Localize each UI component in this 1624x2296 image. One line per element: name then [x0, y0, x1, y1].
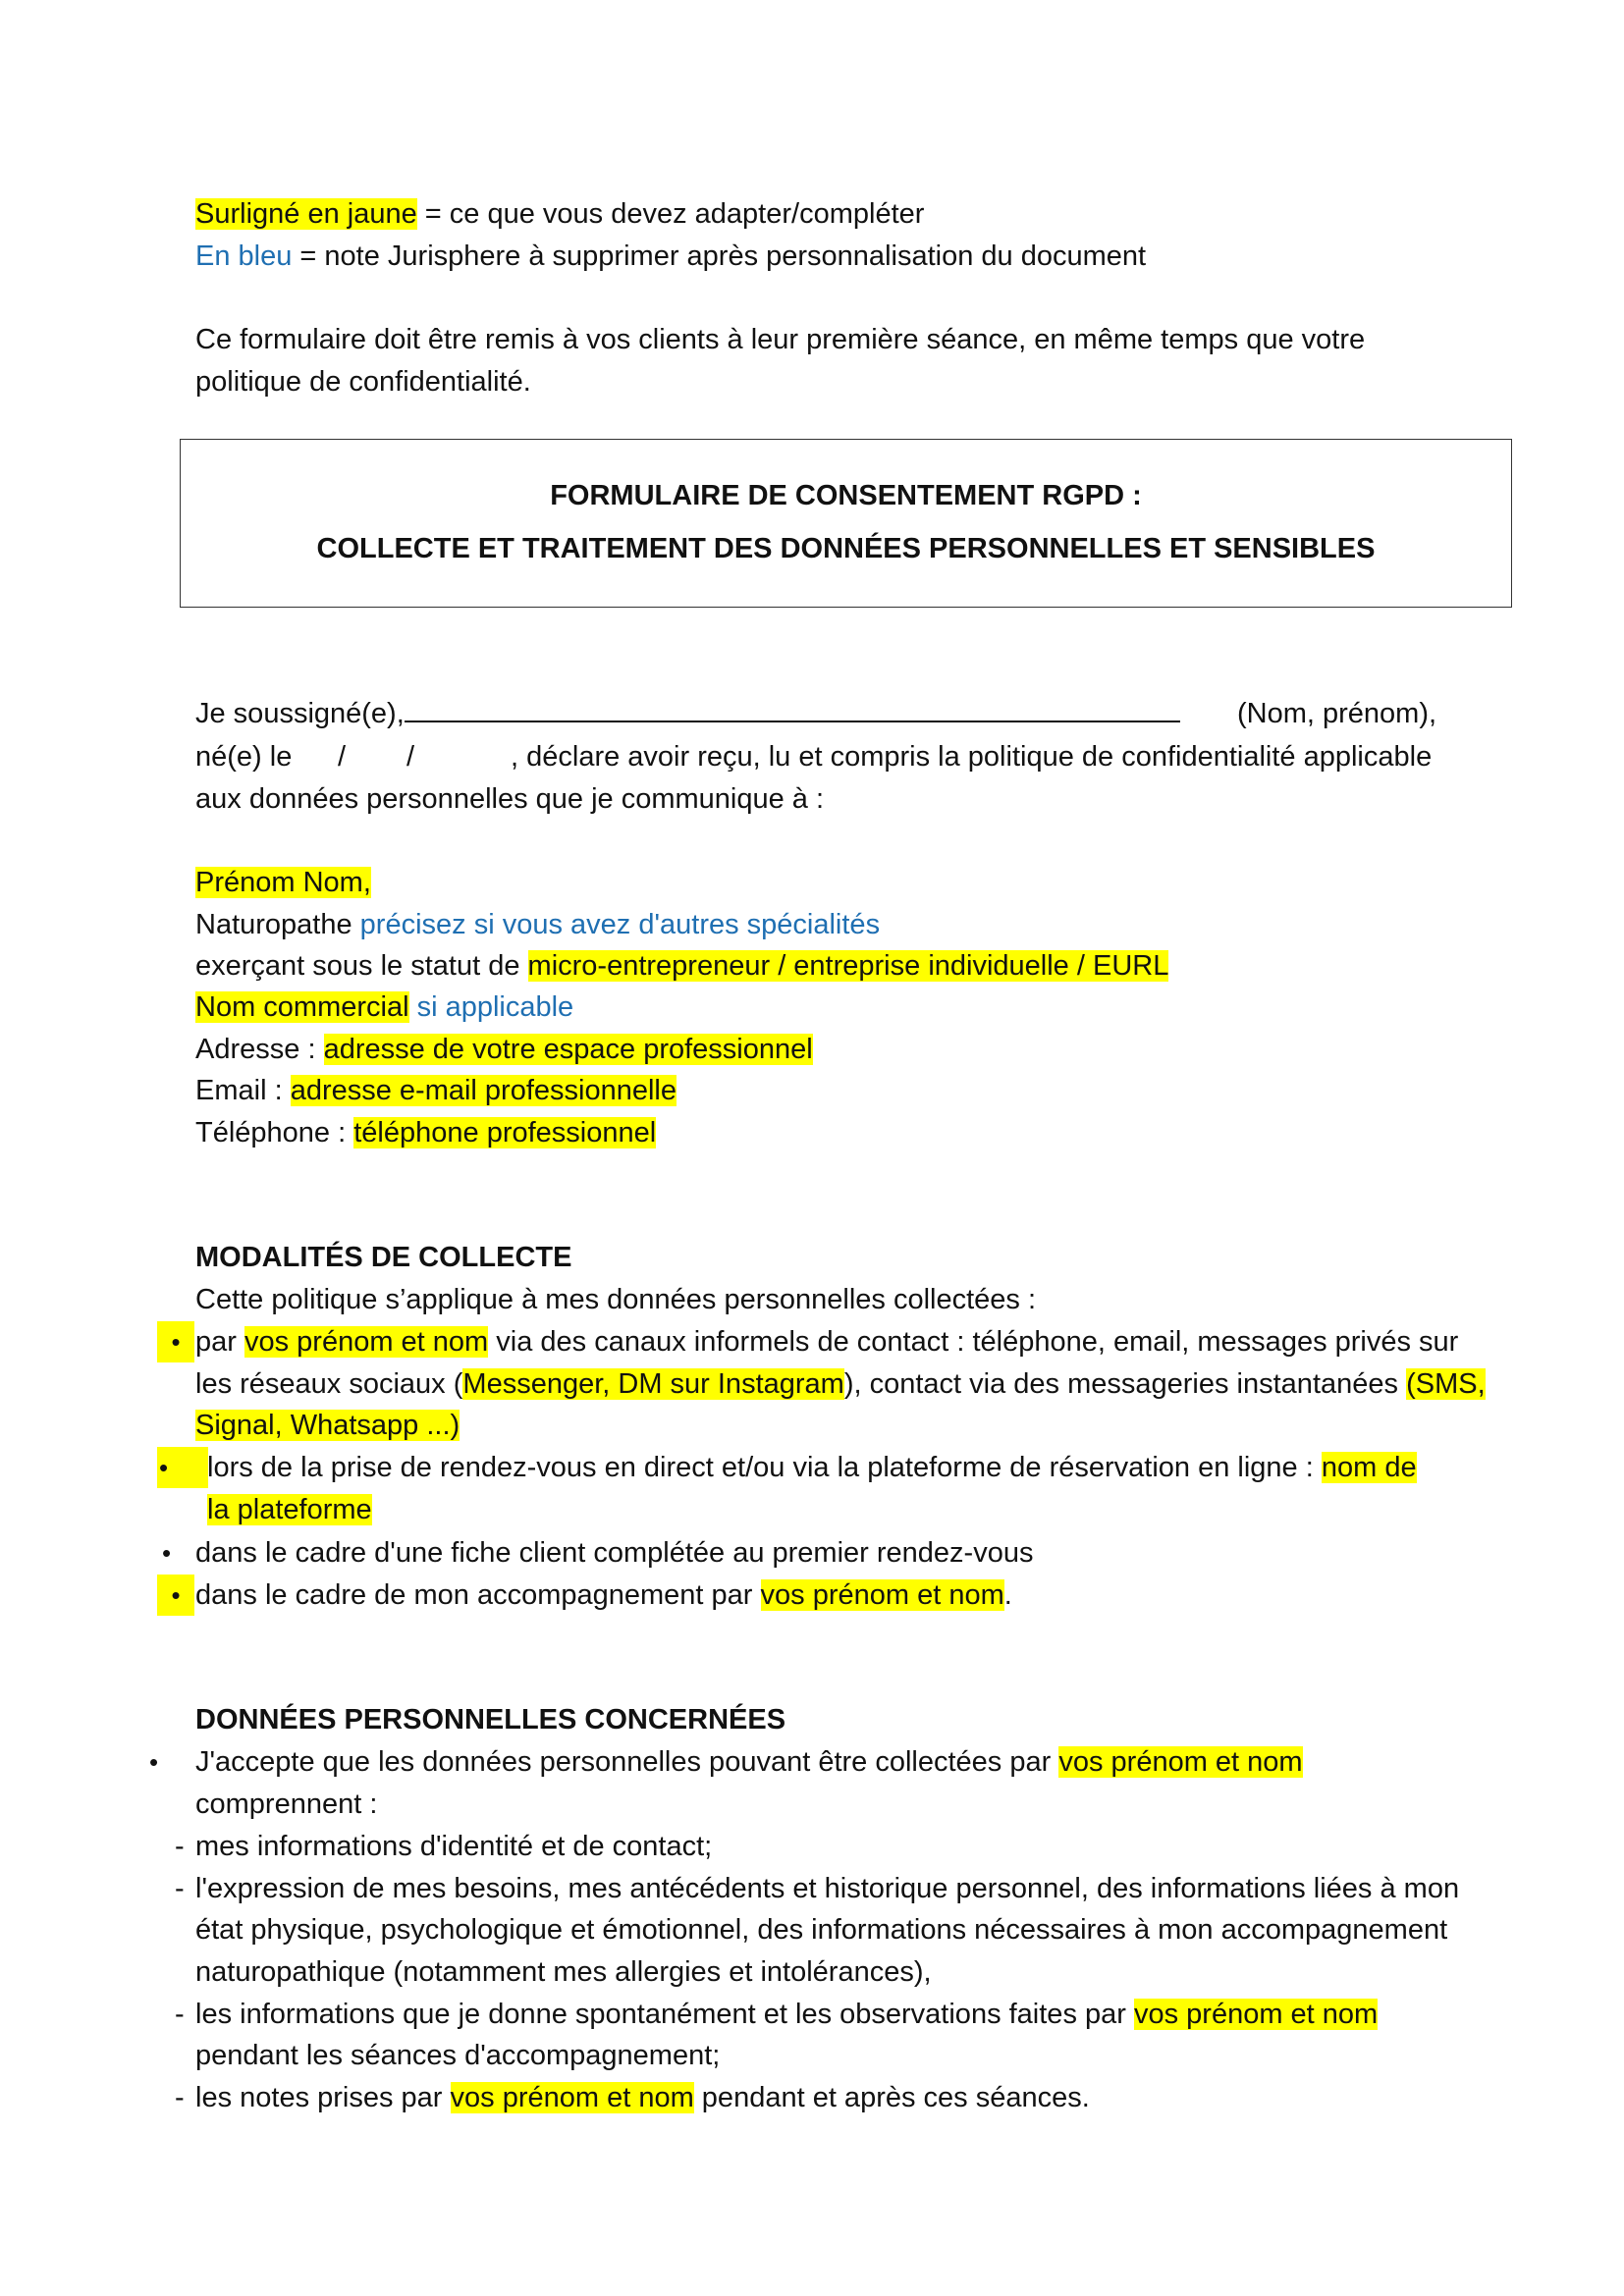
- status-value: micro-entrepreneur / entreprise individuelle / EURL: [527, 950, 1169, 982]
- practitioner-commercial: [195, 987, 573, 1028]
- collecte-bullet-2-line-2: [207, 1489, 372, 1530]
- legend-blue-text: = note Jurisphere à supprimer après personnalisation du document: [292, 240, 1147, 272]
- bullet-icon: •: [162, 1538, 172, 1568]
- donnees-dash-1: mes informations d'identité et de contact;: [195, 1831, 713, 1862]
- donnees-heading: DONNÉES PERSONNELLES CONCERNÉES: [195, 1704, 786, 1735]
- donnees-bullet-1-line-2: comprennent :: [195, 1789, 378, 1820]
- practitioner-status: [195, 945, 1168, 987]
- collecte-b1-text: par: [195, 1326, 244, 1358]
- donnees-dash-4: [195, 2077, 1090, 2118]
- legend-yellow: [195, 193, 924, 235]
- donnees-d3-text: les informations que je donne spontanément et les observations faites par: [195, 1999, 1134, 2030]
- address-value: adresse de votre espace professionnel: [323, 1034, 813, 1065]
- status-prefix: exerçant sous le statut de: [195, 950, 528, 982]
- collecte-bullet-3: dans le cadre d'une fiche client complétée au premier rendez-vous: [195, 1537, 1034, 1569]
- bullet-icon: •: [157, 1447, 208, 1488]
- dash-marker: -: [175, 1831, 185, 1862]
- donnees-dash-2-line-3: naturopathique (notamment mes allergies et intolérances),: [195, 1956, 932, 1988]
- donnees-d4-highlight: vos prénom et nom: [450, 2082, 694, 2113]
- dash-marker: -: [175, 2082, 185, 2113]
- declaration-line-1: [195, 693, 1180, 734]
- nom-prenom-label: (Nom, prénom),: [1237, 698, 1437, 729]
- collecte-bullet-1-line-3: [195, 1405, 460, 1446]
- commercial-label: Nom commercial: [195, 991, 409, 1023]
- donnees-d4-text: les notes prises par: [195, 2082, 451, 2113]
- donnees-dash-3-line-2: pendant les séances d'accompagnement;: [195, 2040, 721, 2071]
- practitioner-profession: [195, 904, 880, 945]
- declaration-rest: , déclare avoir reçu, lu et compris la politique de confidentialité applicable: [511, 741, 1433, 773]
- intro-line-1: Ce formulaire doit être remis à vos clients à leur première séance, en même temps que votre: [195, 324, 1366, 355]
- email-value: adresse e-mail professionnelle: [290, 1075, 677, 1106]
- legend-blue-label: En bleu: [195, 240, 293, 272]
- collecte-intro: Cette politique s’applique à mes données personnelles collectées :: [195, 1284, 1037, 1315]
- bullet-icon: •: [157, 1575, 194, 1616]
- donnees-b1-text: J'accepte que les données personnelles pouvant être collectées par: [195, 1746, 1059, 1778]
- donnees-dash-2-line-1: l'expression de mes besoins, mes antécédents et historique personnel, des informations liées à mon: [195, 1873, 1460, 1904]
- donnees-d4-text-2: pendant et après ces séances.: [693, 2082, 1090, 2113]
- collecte-b1-highlight-2: Messenger, DM sur Instagram: [462, 1368, 844, 1400]
- collecte-bullet-1-line-2: [195, 1363, 1486, 1405]
- donnees-bullet-1-line-1: [195, 1741, 1303, 1783]
- bullet-icon: •: [149, 1747, 159, 1777]
- collecte-b2-highlight: nom de: [1321, 1452, 1417, 1483]
- practitioner-name: [195, 862, 371, 903]
- collecte-b1-highlight: vos prénom et nom: [244, 1326, 489, 1358]
- dash-marker: -: [175, 1999, 185, 2030]
- collecte-bullet-2-line-1: [207, 1447, 1417, 1488]
- collecte-bullet-4: [195, 1575, 1012, 1616]
- dash-marker: -: [175, 1873, 185, 1904]
- practitioner-email: [195, 1070, 677, 1111]
- practitioner-name-value: Prénom Nom,: [195, 867, 371, 898]
- declaration-line-3: aux données personnelles que je communique à :: [195, 783, 825, 815]
- address-label: Adresse :: [195, 1034, 324, 1065]
- phone-label: Téléphone :: [195, 1117, 354, 1148]
- collecte-b1-highlight-4: Signal, Whatsapp ...): [195, 1410, 460, 1441]
- bullet-icon: •: [157, 1321, 194, 1362]
- legend-yellow-text: = ce que vous devez adapter/compléter: [416, 198, 925, 230]
- practitioner-phone: [195, 1112, 656, 1153]
- commercial-note: si applicable: [408, 991, 574, 1023]
- donnees-dash-3-line-1: [195, 1994, 1378, 2035]
- name-blank-line: [405, 693, 1180, 722]
- birthdate-label: né(e) le: [195, 741, 293, 773]
- phone-value: téléphone professionnel: [353, 1117, 657, 1148]
- collecte-b1-highlight-3: (SMS,: [1406, 1368, 1486, 1400]
- collecte-b2-highlight-2: la plateforme: [207, 1494, 372, 1525]
- collecte-b4-text-2: .: [1003, 1579, 1012, 1611]
- legend-yellow-label: Surligné en jaune: [195, 198, 417, 230]
- title-line-2: COLLECTE ET TRAITEMENT DES DONNÉES PERSONNELLES ET SENSIBLES: [316, 533, 1376, 564]
- intro-line-2: politique de confidentialité.: [195, 366, 531, 398]
- profession-label: Naturopathe: [195, 909, 360, 940]
- collecte-b1-text-3: les réseaux sociaux (: [195, 1368, 463, 1400]
- title-box: [180, 439, 1512, 608]
- soussigne-label: Je soussigné(e),: [195, 698, 405, 729]
- date-slash-2: /: [406, 741, 415, 773]
- collecte-b2-text: lors de la prise de rendez-vous en direct et/ou via la plateforme de réservation en ligne :: [207, 1452, 1322, 1483]
- email-label: Email :: [195, 1075, 291, 1106]
- collecte-b1-text-4: ), contact via des messageries instantanées: [843, 1368, 1407, 1400]
- collecte-b4-highlight: vos prénom et nom: [760, 1579, 1004, 1611]
- profession-note: précisez si vous avez d'autres spécialités: [359, 909, 881, 940]
- collecte-b1-text-2: via des canaux informels de contact : téléphone, email, messages privés sur: [488, 1326, 1459, 1358]
- legend-blue: [195, 236, 1146, 277]
- collecte-bullet-1-line-1: [195, 1321, 1458, 1362]
- collecte-b4-text: dans le cadre de mon accompagnement par: [195, 1579, 761, 1611]
- collecte-heading: MODALITÉS DE COLLECTE: [195, 1242, 572, 1273]
- practitioner-address: [195, 1029, 813, 1070]
- donnees-dash-2-line-2: état physique, psychologique et émotionnel, des informations nécessaires à mon accompagnement: [195, 1914, 1448, 1946]
- date-slash-1: /: [338, 741, 347, 773]
- title-line-1: FORMULAIRE DE CONSENTEMENT RGPD :: [550, 480, 1142, 511]
- donnees-d3-highlight: vos prénom et nom: [1133, 1999, 1379, 2030]
- donnees-b1-highlight: vos prénom et nom: [1058, 1746, 1303, 1778]
